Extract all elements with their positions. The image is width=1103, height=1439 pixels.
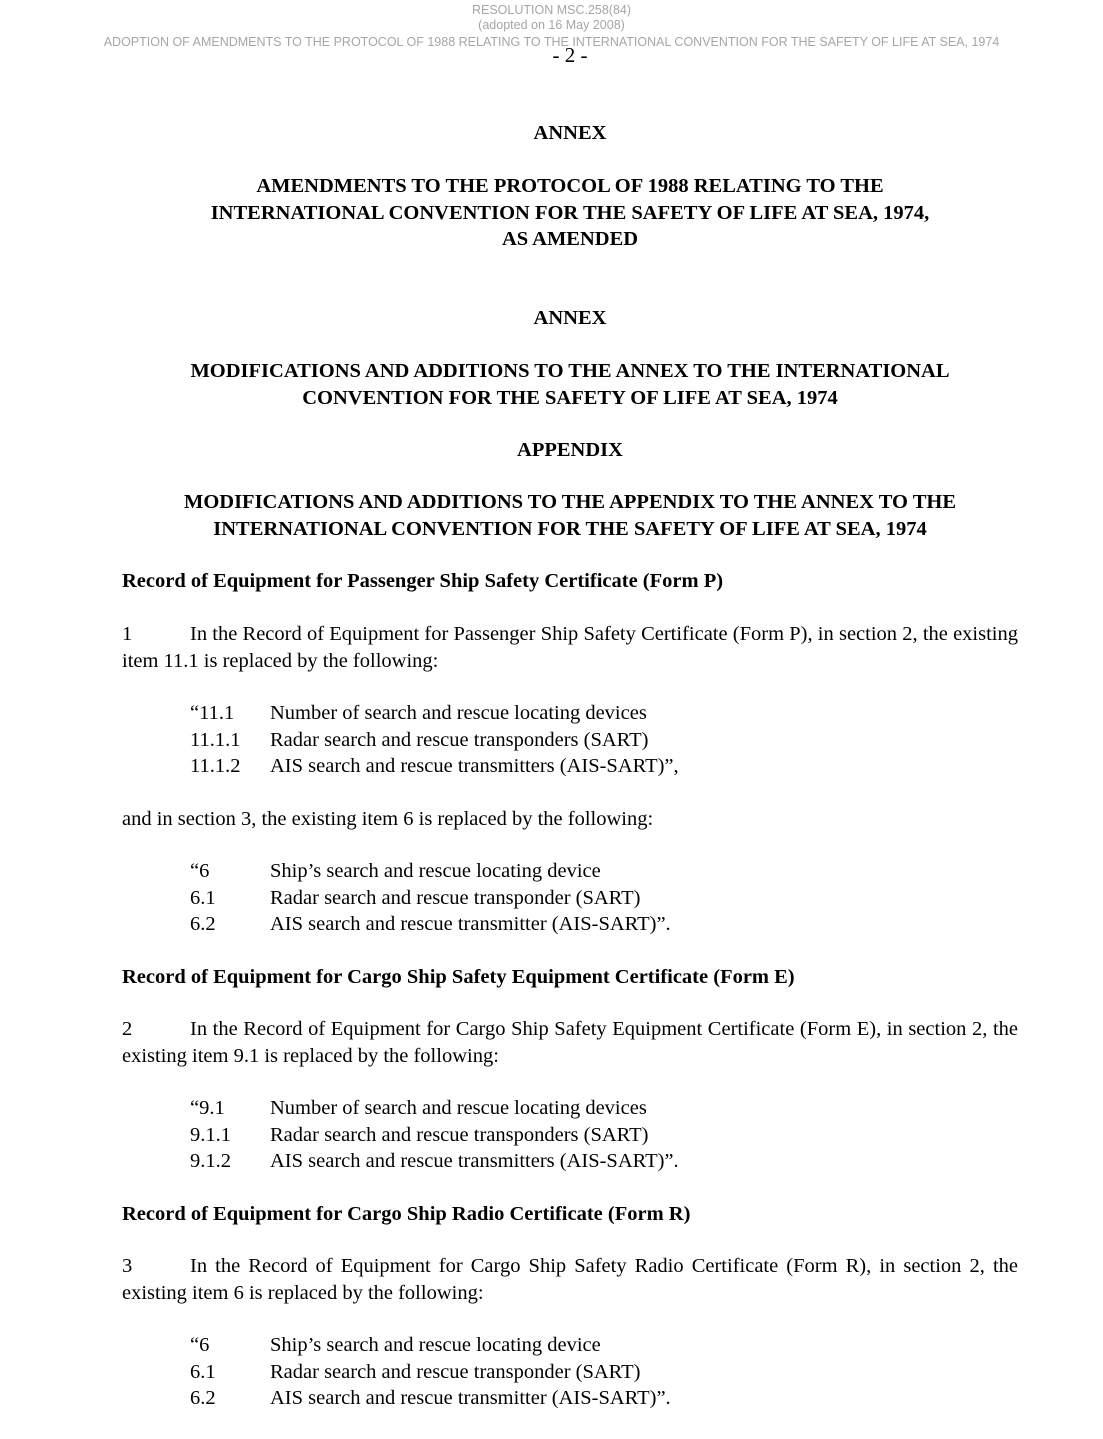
- list-item: [190, 1332, 671, 1359]
- modifications-annex-title: [122, 358, 1018, 411]
- item-code: 6.1: [190, 886, 216, 909]
- item-text: Number of search and rescue locating devices: [270, 1097, 647, 1119]
- modifications-appendix-title: [122, 489, 1018, 542]
- page-number: - 2 -: [552, 43, 588, 67]
- item-text: Ship’s search and rescue locating device: [270, 860, 601, 882]
- paragraph-continuation: and in section 3, the existing item 6 is replaced by the following:: [122, 808, 654, 830]
- section-heading-form-e: Record of Equipment for Cargo Ship Safety Equipment Certificate (Form E): [122, 966, 795, 988]
- item-list-form-e: [190, 1095, 679, 1175]
- paragraph-text: In the Record of Equipment for Passenger Ship Safety Certificate (Form P), in section 2, the existing item 11.1 is replaced by the following:: [122, 623, 1018, 672]
- item-code: 9.1.1: [190, 1123, 231, 1146]
- paragraph-number: 1: [122, 623, 133, 645]
- item-list-form-p-section-2: [190, 700, 679, 780]
- list-item: [190, 1359, 671, 1386]
- item-text: Radar search and rescue transponder (SART): [270, 886, 641, 909]
- item-code: 9.1.2: [190, 1150, 231, 1172]
- paragraph-1: [122, 621, 1018, 674]
- list-item: [190, 753, 679, 780]
- title-line: AMENDMENTS TO THE PROTOCOL OF 1988 RELATING TO THE: [256, 175, 884, 197]
- header-subject: ADOPTION OF AMENDMENTS TO THE PROTOCOL OF 1988 RELATING TO THE INTERNATIONAL CONVENTION FOR THE SAFETY OF LIFE AT SEA, 1974: [103, 35, 1000, 49]
- list-item: [190, 885, 671, 912]
- paragraph-3: [122, 1253, 1018, 1306]
- paragraph-text: In the Record of Equipment for Cargo Ship Safety Radio Certificate (Form R), in section 2, the existing item 6 is replaced by the following:: [122, 1255, 1018, 1304]
- section-heading-form-r: Record of Equipment for Cargo Ship Radio Certificate (Form R): [122, 1203, 691, 1225]
- paragraph-2: [122, 1016, 1018, 1069]
- item-code: 11.1.2: [190, 755, 241, 777]
- item-text: AIS search and rescue transmitter (AIS-SART)”.: [270, 1387, 671, 1409]
- list-item: [190, 1122, 679, 1149]
- list-item: [190, 1095, 679, 1122]
- list-item: [190, 858, 671, 885]
- item-code: “6: [190, 860, 210, 882]
- item-text: Ship’s search and rescue locating device: [270, 1334, 601, 1356]
- paragraph-number: 2: [122, 1018, 133, 1040]
- item-code: “9.1: [190, 1097, 225, 1119]
- header-resolution: RESOLUTION MSC.258(84): [471, 3, 632, 17]
- appendix-heading: APPENDIX: [517, 439, 623, 461]
- annex-heading-2: ANNEX: [533, 307, 607, 329]
- item-text: AIS search and rescue transmitters (AIS-SART)”,: [270, 755, 679, 777]
- item-text: Radar search and rescue transponders (SART): [270, 728, 649, 751]
- list-item: [190, 727, 679, 754]
- paragraph-text: In the Record of Equipment for Cargo Ship Safety Equipment Certificate (Form E), in section 2, the existing item 9.1 is replaced by the following:: [122, 1018, 1018, 1067]
- item-list-form-p-section-3: [190, 858, 671, 938]
- title-line: MODIFICATIONS AND ADDITIONS TO THE ANNEX TO THE INTERNATIONAL: [190, 360, 950, 382]
- header-adopted: (adopted on 16 May 2008): [478, 18, 625, 32]
- title-line: CONVENTION FOR THE SAFETY OF LIFE AT SEA, 1974: [302, 386, 838, 409]
- list-item: [190, 1148, 679, 1175]
- item-text: Radar search and rescue transponder (SART): [270, 1360, 641, 1383]
- paragraph-number: 3: [122, 1255, 133, 1277]
- item-code: 6.2: [190, 913, 216, 935]
- title-line: INTERNATIONAL CONVENTION FOR THE SAFETY OF LIFE AT SEA, 1974,: [210, 201, 930, 224]
- item-text: AIS search and rescue transmitter (AIS-SART)”.: [270, 913, 671, 935]
- item-code: 11.1.1: [190, 728, 241, 751]
- list-item: [190, 1385, 671, 1412]
- list-item: [190, 700, 679, 727]
- title-line: INTERNATIONAL CONVENTION FOR THE SAFETY OF LIFE AT SEA, 1974: [213, 517, 927, 540]
- item-code: 6.2: [190, 1387, 216, 1409]
- amendments-title: [122, 173, 1018, 253]
- title-line: AS AMENDED: [501, 228, 639, 250]
- item-code: “6: [190, 1334, 210, 1356]
- item-text: AIS search and rescue transmitters (AIS-SART)”.: [270, 1150, 679, 1172]
- item-code: 6.1: [190, 1360, 216, 1383]
- item-text: Radar search and rescue transponders (SART): [270, 1123, 649, 1146]
- list-item: [190, 911, 671, 938]
- title-line: MODIFICATIONS AND ADDITIONS TO THE APPENDIX TO THE ANNEX TO THE: [183, 491, 956, 513]
- annex-heading-1: ANNEX: [533, 122, 607, 144]
- section-heading-form-p: Record of Equipment for Passenger Ship Safety Certificate (Form P): [122, 570, 724, 592]
- item-text: Number of search and rescue locating devices: [270, 702, 647, 724]
- item-list-form-r: [190, 1332, 671, 1412]
- item-code: “11.1: [190, 702, 235, 724]
